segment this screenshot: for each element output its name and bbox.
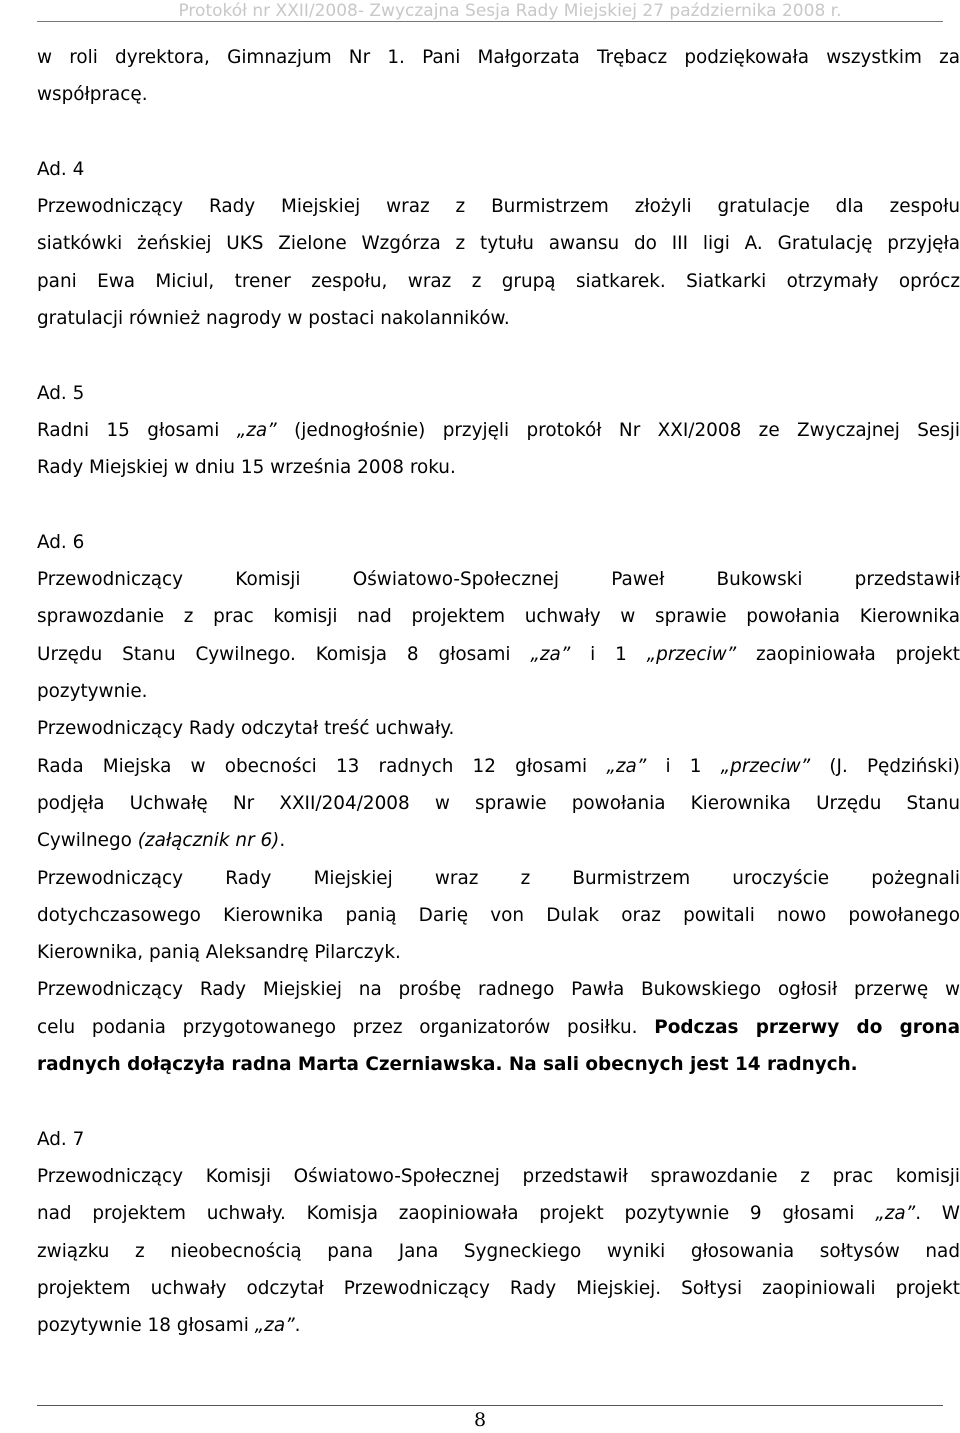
text-line: pozytywnie 18 głosami „za”. [37,1315,301,1337]
text-line: Urzędu Stanu Cywilnego. Komisja 8 głosami „za” i 1 „przeciw” zaopiniowała projekt [37,643,960,665]
header-divider [37,21,943,22]
text-line: siatkówki żeńskiej UKS Zielone Wzgórza z tytułu awansu do III ligi A. Gratulację przyjęła [37,233,960,255]
blank-line [37,487,960,524]
page-number: 8 [473,1409,487,1431]
text-line: Kierownika, panią Aleksandrę Pilarczyk. [37,942,401,964]
text-line: Cywilnego (załącznik nr 6). [37,830,286,852]
text-line: pani Ewa Miciul, trener zespołu, wraz z grupą siatkarek. Siatkarki otrzymały oprócz [37,270,960,292]
header-title: Protokół nr XXII/2008- Zwyczajna Sesja Rady Miejskiej 27 października 2008 r. [178,1,842,21]
text-line: Przewodniczący Rady Miejskiej wraz z Burmistrzem uroczyście pożegnali [37,867,960,889]
section-heading: Ad. 6 [37,531,85,553]
blank-line [37,114,960,151]
footer-divider [37,1405,943,1406]
section-heading: Ad. 5 [37,382,85,404]
text-line: gratulacji również nagrody w postaci nakolanników. [37,308,510,330]
document-body [37,39,960,1344]
text-line: Przewodniczący Rady Miejskiej na prośbę radnego Pawła Bukowskiego ogłosił przerwę w [37,979,960,1001]
text-line: w roli dyrektora, Gimnazjum Nr 1. Pani Małgorzata Trębacz podziękowała wszystkim za [37,47,960,68]
text-line: Przewodniczący Rady odczytał treść uchwały. [37,718,455,740]
text-line: Przewodniczący Komisji Oświatowo-Społecznej Paweł Bukowski przedstawił [37,569,960,591]
text-line: dotychczasowego Kierownika panią Darię von Dulak oraz powitali nowo powołanego [37,904,960,926]
section-heading: Ad. 7 [37,1128,85,1150]
text-line: Rady Miejskiej w dniu 15 września 2008 roku. [37,457,456,479]
text-line: Radni 15 głosami „za” (jednogłośnie) przyjęli protokół Nr XXI/2008 ze Zwyczajnej Sesji [37,419,960,441]
blank-line [37,337,960,374]
text-line: Przewodniczący Rady Miejskiej wraz z Burmistrzem złożyli gratulacje dla zespołu [37,196,960,218]
text-line: nad projektem uchwały. Komisja zaopiniowała projekt pozytywnie 9 głosami „za”. W [37,1203,960,1225]
text-line: współpracę. [37,84,148,106]
text-line: sprawozdanie z prac komisji nad projektem uchwały w sprawie powołania Kierownika [37,606,960,628]
blank-line [37,1083,960,1120]
text-line: związku z nieobecnością pana Jana Sygneckiego wyniki głosowania sołtysów nad [37,1240,960,1262]
text-line: celu podania przygotowanego przez organizatorów posiłku. Podczas przerwy do grona [37,1016,960,1038]
text-line: Przewodniczący Komisji Oświatowo-Społecznej przedstawił sprawozdanie z prac komisji [37,1165,960,1187]
text-line: projektem uchwały odczytał Przewodniczący Rady Miejskiej. Sołtysi zaopiniowali projekt [37,1277,960,1299]
text-line: pozytywnie. [37,681,148,703]
section-heading: Ad. 4 [37,158,85,180]
text-line: podjęła Uchwałę Nr XXII/204/2008 w sprawie powołania Kierownika Urzędu Stanu [37,792,960,814]
page-header [0,0,960,22]
text-line: Rada Miejska w obecności 13 radnych 12 głosami „za” i 1 „przeciw” (J. Pędziński) [37,755,960,777]
text-line: radnych dołączyła radna Marta Czerniawska. Na sali obecnych jest 14 radnych. [37,1054,858,1076]
